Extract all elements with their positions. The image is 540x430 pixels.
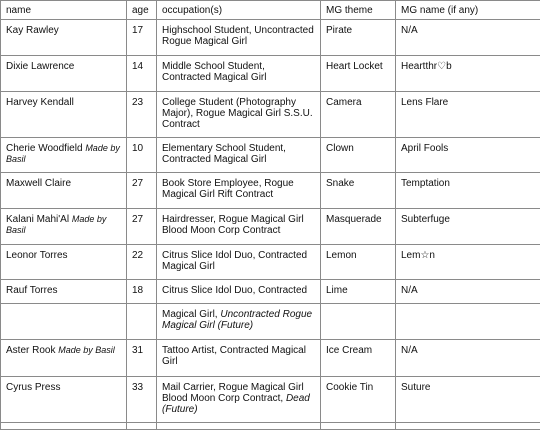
- cell-mg-name: Heartthr♡b: [396, 56, 540, 92]
- character-name: Kalani Mahi'Al: [6, 214, 69, 225]
- header-occupation: occupation(s): [157, 1, 321, 20]
- character-name: Cyrus Press: [6, 382, 60, 393]
- cell-occupation: Citrus Slice Idol Duo, Contracted: [157, 280, 321, 304]
- cell-age: 18: [127, 280, 157, 304]
- cell-occupation: Book Store Employee, Rogue Magical Girl Rift Contract: [157, 173, 321, 209]
- cell-mg-name: N/A: [396, 20, 540, 56]
- character-name: Kay Rawley: [6, 25, 59, 36]
- cell-age: 17: [127, 20, 157, 56]
- cell-empty: [157, 423, 321, 430]
- character-name: Harvey Kendall: [6, 97, 74, 108]
- table-row: [1, 56, 540, 92]
- header-row: [1, 1, 540, 20]
- cell-name: [1, 56, 127, 92]
- credit-note: Made by Basil: [6, 214, 106, 235]
- cell-mg-theme: Cookie Tin: [321, 377, 396, 423]
- cell-age: 22: [127, 245, 157, 280]
- cell-mg-name: Lens Flare: [396, 92, 540, 138]
- cell-mg-name: April Fools: [396, 138, 540, 173]
- table-row: [1, 20, 540, 56]
- cell-name: [1, 173, 127, 209]
- cell-mg-name: N/A: [396, 340, 540, 377]
- occupation-text: Magical Girl,: [162, 309, 220, 320]
- cell-mg-theme: Snake: [321, 173, 396, 209]
- cell-mg-name: [396, 304, 540, 340]
- cell-mg-theme: Pirate: [321, 20, 396, 56]
- cell-age: 27: [127, 173, 157, 209]
- cell-name: [1, 245, 127, 280]
- cell-mg-theme: Clown: [321, 138, 396, 173]
- cell-age: [127, 304, 157, 340]
- cell-name: [1, 340, 127, 377]
- cell-age: 27: [127, 209, 157, 245]
- table-row: [1, 138, 540, 173]
- cell-mg-name: N/A: [396, 280, 540, 304]
- character-name: Rauf Torres: [6, 285, 58, 296]
- occupation-text: Mail Carrier, Rogue Magical Girl Blood Moon Corp Contract,: [162, 382, 304, 404]
- table-row: [1, 280, 540, 304]
- cell-empty: [1, 423, 127, 430]
- cell-name: [1, 138, 127, 173]
- cell-occupation: [157, 377, 321, 423]
- header-mg-theme: MG theme: [321, 1, 396, 20]
- cell-mg-name: Temptation: [396, 173, 540, 209]
- credit-note: Made by Basil: [6, 143, 120, 164]
- occupation-italic-text: Uncontracted Rogue Magical Girl (Future): [162, 309, 312, 331]
- character-name: Maxwell Claire: [6, 178, 71, 189]
- cell-occupation: Middle School Student, Contracted Magical Girl: [157, 56, 321, 92]
- cell-name: [1, 377, 127, 423]
- cell-name: [1, 92, 127, 138]
- table-row: [1, 377, 540, 423]
- cell-mg-theme: Heart Locket: [321, 56, 396, 92]
- cell-mg-name: Subterfuge: [396, 209, 540, 245]
- cell-occupation: Hairdresser, Rogue Magical Girl Blood Moon Corp Contract: [157, 209, 321, 245]
- cell-empty: [127, 423, 157, 430]
- character-name: Cherie Woodfield: [6, 143, 83, 154]
- table-row: [1, 92, 540, 138]
- cell-empty: [321, 423, 396, 430]
- cell-mg-theme: Lime: [321, 280, 396, 304]
- cell-age: 31: [127, 340, 157, 377]
- cell-mg-theme: Lemon: [321, 245, 396, 280]
- cell-occupation: Highschool Student, Uncontracted Rogue Magical Girl: [157, 20, 321, 56]
- cell-occupation: College Student (Photography Major), Rogue Magical Girl S.S.U. Contract: [157, 92, 321, 138]
- cell-occupation: [157, 304, 321, 340]
- cell-name: [1, 304, 127, 340]
- cell-age: 33: [127, 377, 157, 423]
- character-name: Aster Rook: [6, 345, 55, 356]
- cell-name: [1, 280, 127, 304]
- cell-mg-theme: Camera: [321, 92, 396, 138]
- cell-name: [1, 209, 127, 245]
- cell-mg-name: Lem☆n: [396, 245, 540, 280]
- table-row-partial: [1, 423, 540, 430]
- occupation-italic-text: Dead (Future): [162, 393, 310, 415]
- table-row-continued: [1, 304, 540, 340]
- cell-mg-name: Suture: [396, 377, 540, 423]
- table-body: [1, 20, 540, 430]
- cell-mg-theme: Masquerade: [321, 209, 396, 245]
- cell-empty: [396, 423, 540, 430]
- cell-occupation: Citrus Slice Idol Duo, Contracted Magical Girl: [157, 245, 321, 280]
- table-row: [1, 173, 540, 209]
- header-mg-name: MG name (if any): [396, 1, 540, 20]
- cell-mg-theme: [321, 304, 396, 340]
- cell-age: 10: [127, 138, 157, 173]
- character-name: Leonor Torres: [6, 250, 68, 261]
- table-row: [1, 245, 540, 280]
- cell-occupation: Tattoo Artist, Contracted Magical Girl: [157, 340, 321, 377]
- table-header: [1, 1, 540, 20]
- table-row: [1, 209, 540, 245]
- cell-age: 23: [127, 92, 157, 138]
- cell-occupation: Elementary School Student, Contracted Magical Girl: [157, 138, 321, 173]
- credit-note: Made by Basil: [58, 345, 115, 355]
- cell-mg-theme: Ice Cream: [321, 340, 396, 377]
- cell-age: 14: [127, 56, 157, 92]
- header-name: name: [1, 1, 127, 20]
- character-name: Dixie Lawrence: [6, 61, 74, 72]
- header-age: age: [127, 1, 157, 20]
- table-row: [1, 340, 540, 377]
- cell-name: [1, 20, 127, 56]
